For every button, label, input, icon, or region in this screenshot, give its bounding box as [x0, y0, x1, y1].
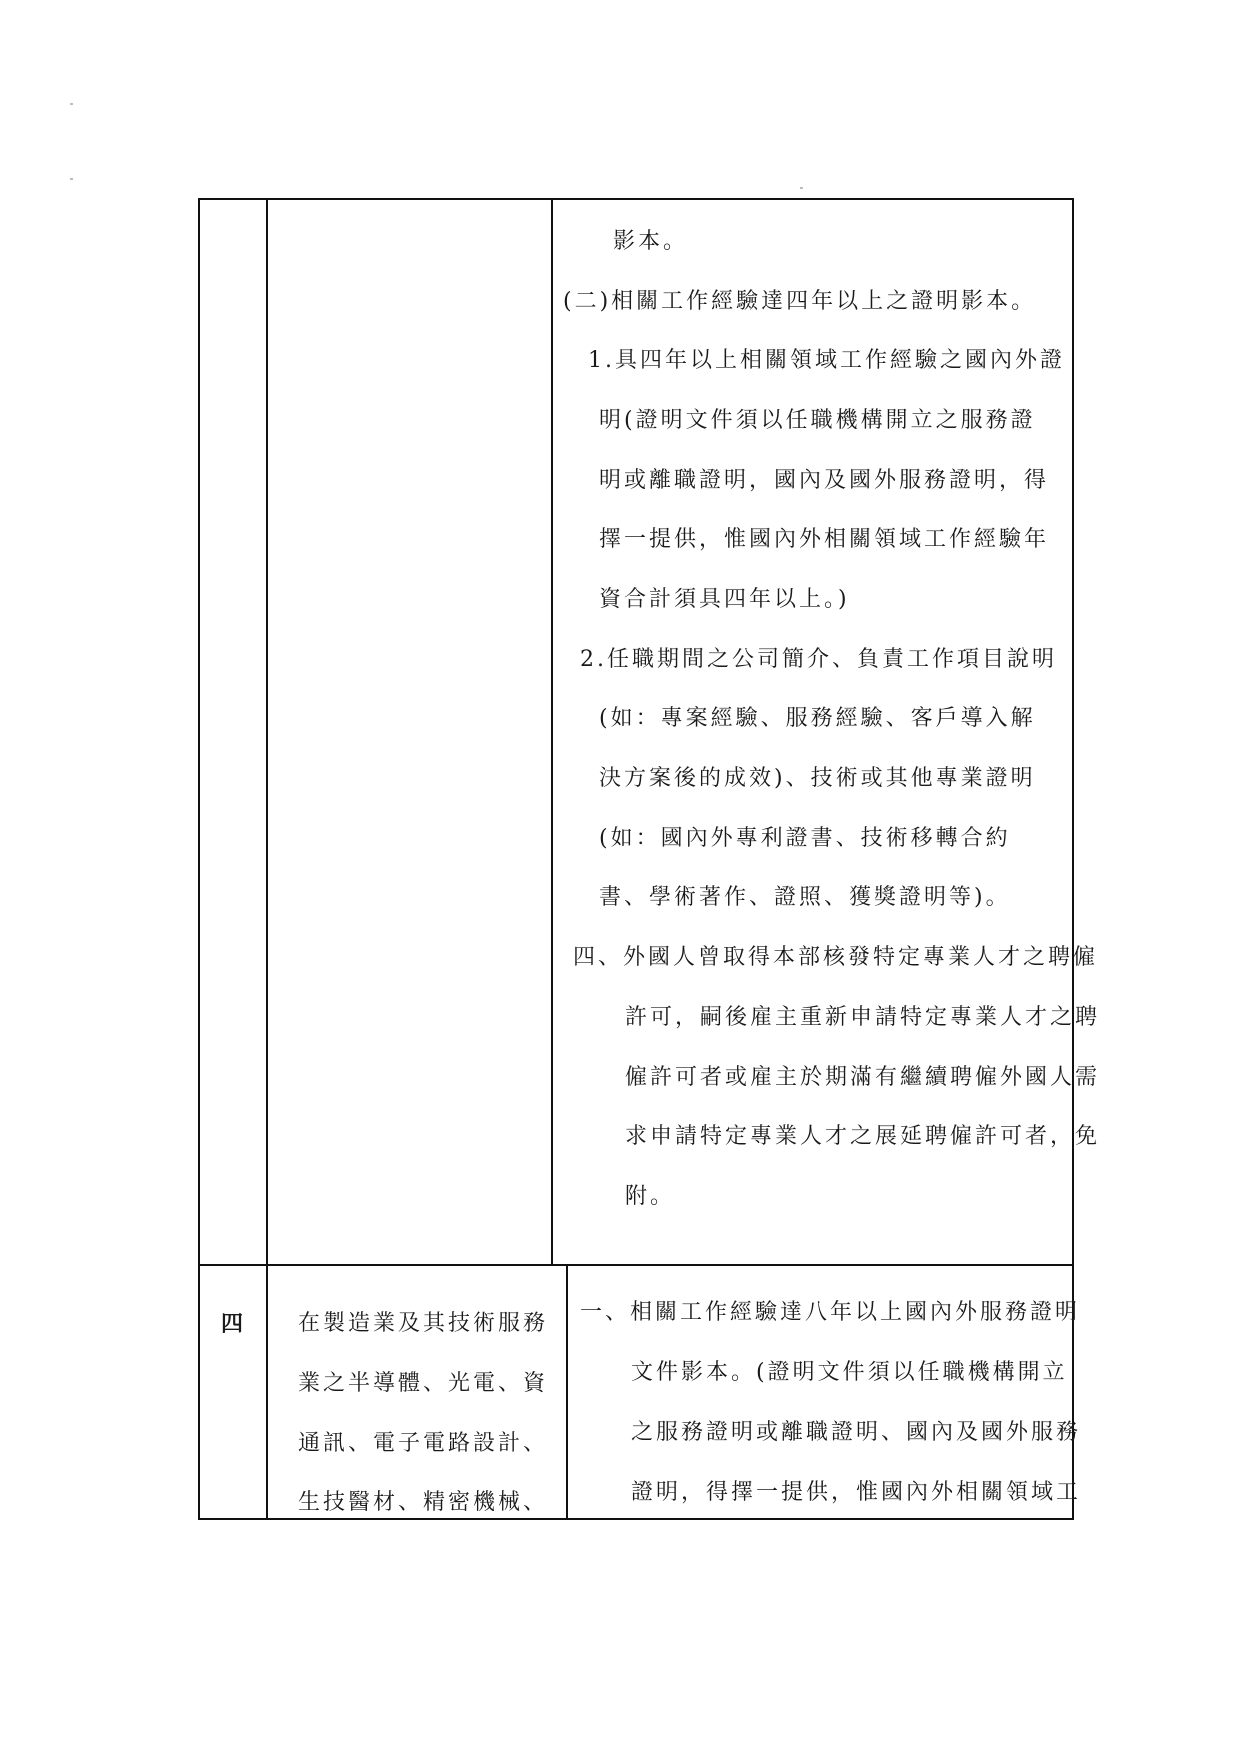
requirement-line: (如：專案經驗、服務經驗、客戶導入解 — [599, 706, 1036, 731]
requirement-line: 2.任職期間之公司簡介、負責工作項目說明 — [580, 647, 1057, 672]
row-divider — [198, 1264, 1074, 1266]
requirement-line: 明或離職證明，國內及國外服務證明，得 — [599, 468, 1050, 493]
category-line: 業之半導體、光電、資 — [298, 1371, 549, 1396]
requirement-line: 僱許可者或雇主於期滿有繼續聘僱外國人需 — [625, 1065, 1101, 1090]
scan-speck — [70, 178, 73, 180]
requirement-line: 決方案後的成效)、技術或其他專業證明 — [599, 766, 1036, 791]
requirement-line: 1.具四年以上相關領域工作經驗之國內外證 — [588, 348, 1065, 373]
requirement-line: 四、外國人曾取得本部核發特定專業人才之聘僱 — [573, 945, 1099, 970]
requirement-line: 求申請特定專業人才之展延聘僱許可者，免 — [625, 1124, 1101, 1149]
requirement-line: (二)相關工作經驗達四年以上之證明影本。 — [563, 289, 1037, 314]
scan-speck — [800, 187, 803, 189]
requirement-line: 書、學術著作、證照、獲獎證明等)。 — [599, 885, 1011, 910]
column-divider — [566, 1264, 568, 1520]
requirement-line: 附。 — [625, 1184, 676, 1209]
requirement-line: 擇一提供，惟國內外相關領域工作經驗年 — [599, 527, 1050, 552]
requirement-line: 之服務證明或離職證明、國內及國外服務 — [631, 1420, 1082, 1445]
row-number: 四 — [221, 1311, 244, 1337]
category-line: 生技醫材、精密機械、 — [298, 1490, 549, 1515]
category-line: 在製造業及其技術服務 — [298, 1311, 549, 1336]
requirement-line: 一、相關工作經驗達八年以上國內外服務證明 — [580, 1300, 1081, 1325]
requirement-line: 許可，嗣後雇主重新申請特定專業人才之聘 — [625, 1005, 1101, 1030]
category-line: 通訊、電子電路設計、 — [298, 1431, 549, 1456]
requirement-line: 明(證明文件須以任職機構開立之服務證 — [599, 408, 1036, 433]
requirement-line: (如：國內外專利證書、技術移轉合約 — [599, 826, 1011, 851]
requirement-line: 影本。 — [613, 229, 689, 254]
requirement-line: 證明，得擇一提供，惟國內外相關領域工 — [631, 1480, 1082, 1505]
requirement-line: 資合計須具四年以上。) — [599, 587, 850, 612]
scan-speck — [70, 103, 73, 105]
requirement-line: 文件影本。(證明文件須以任職機構開立 — [631, 1360, 1068, 1385]
column-divider — [551, 198, 553, 1266]
column-divider — [266, 198, 268, 1520]
